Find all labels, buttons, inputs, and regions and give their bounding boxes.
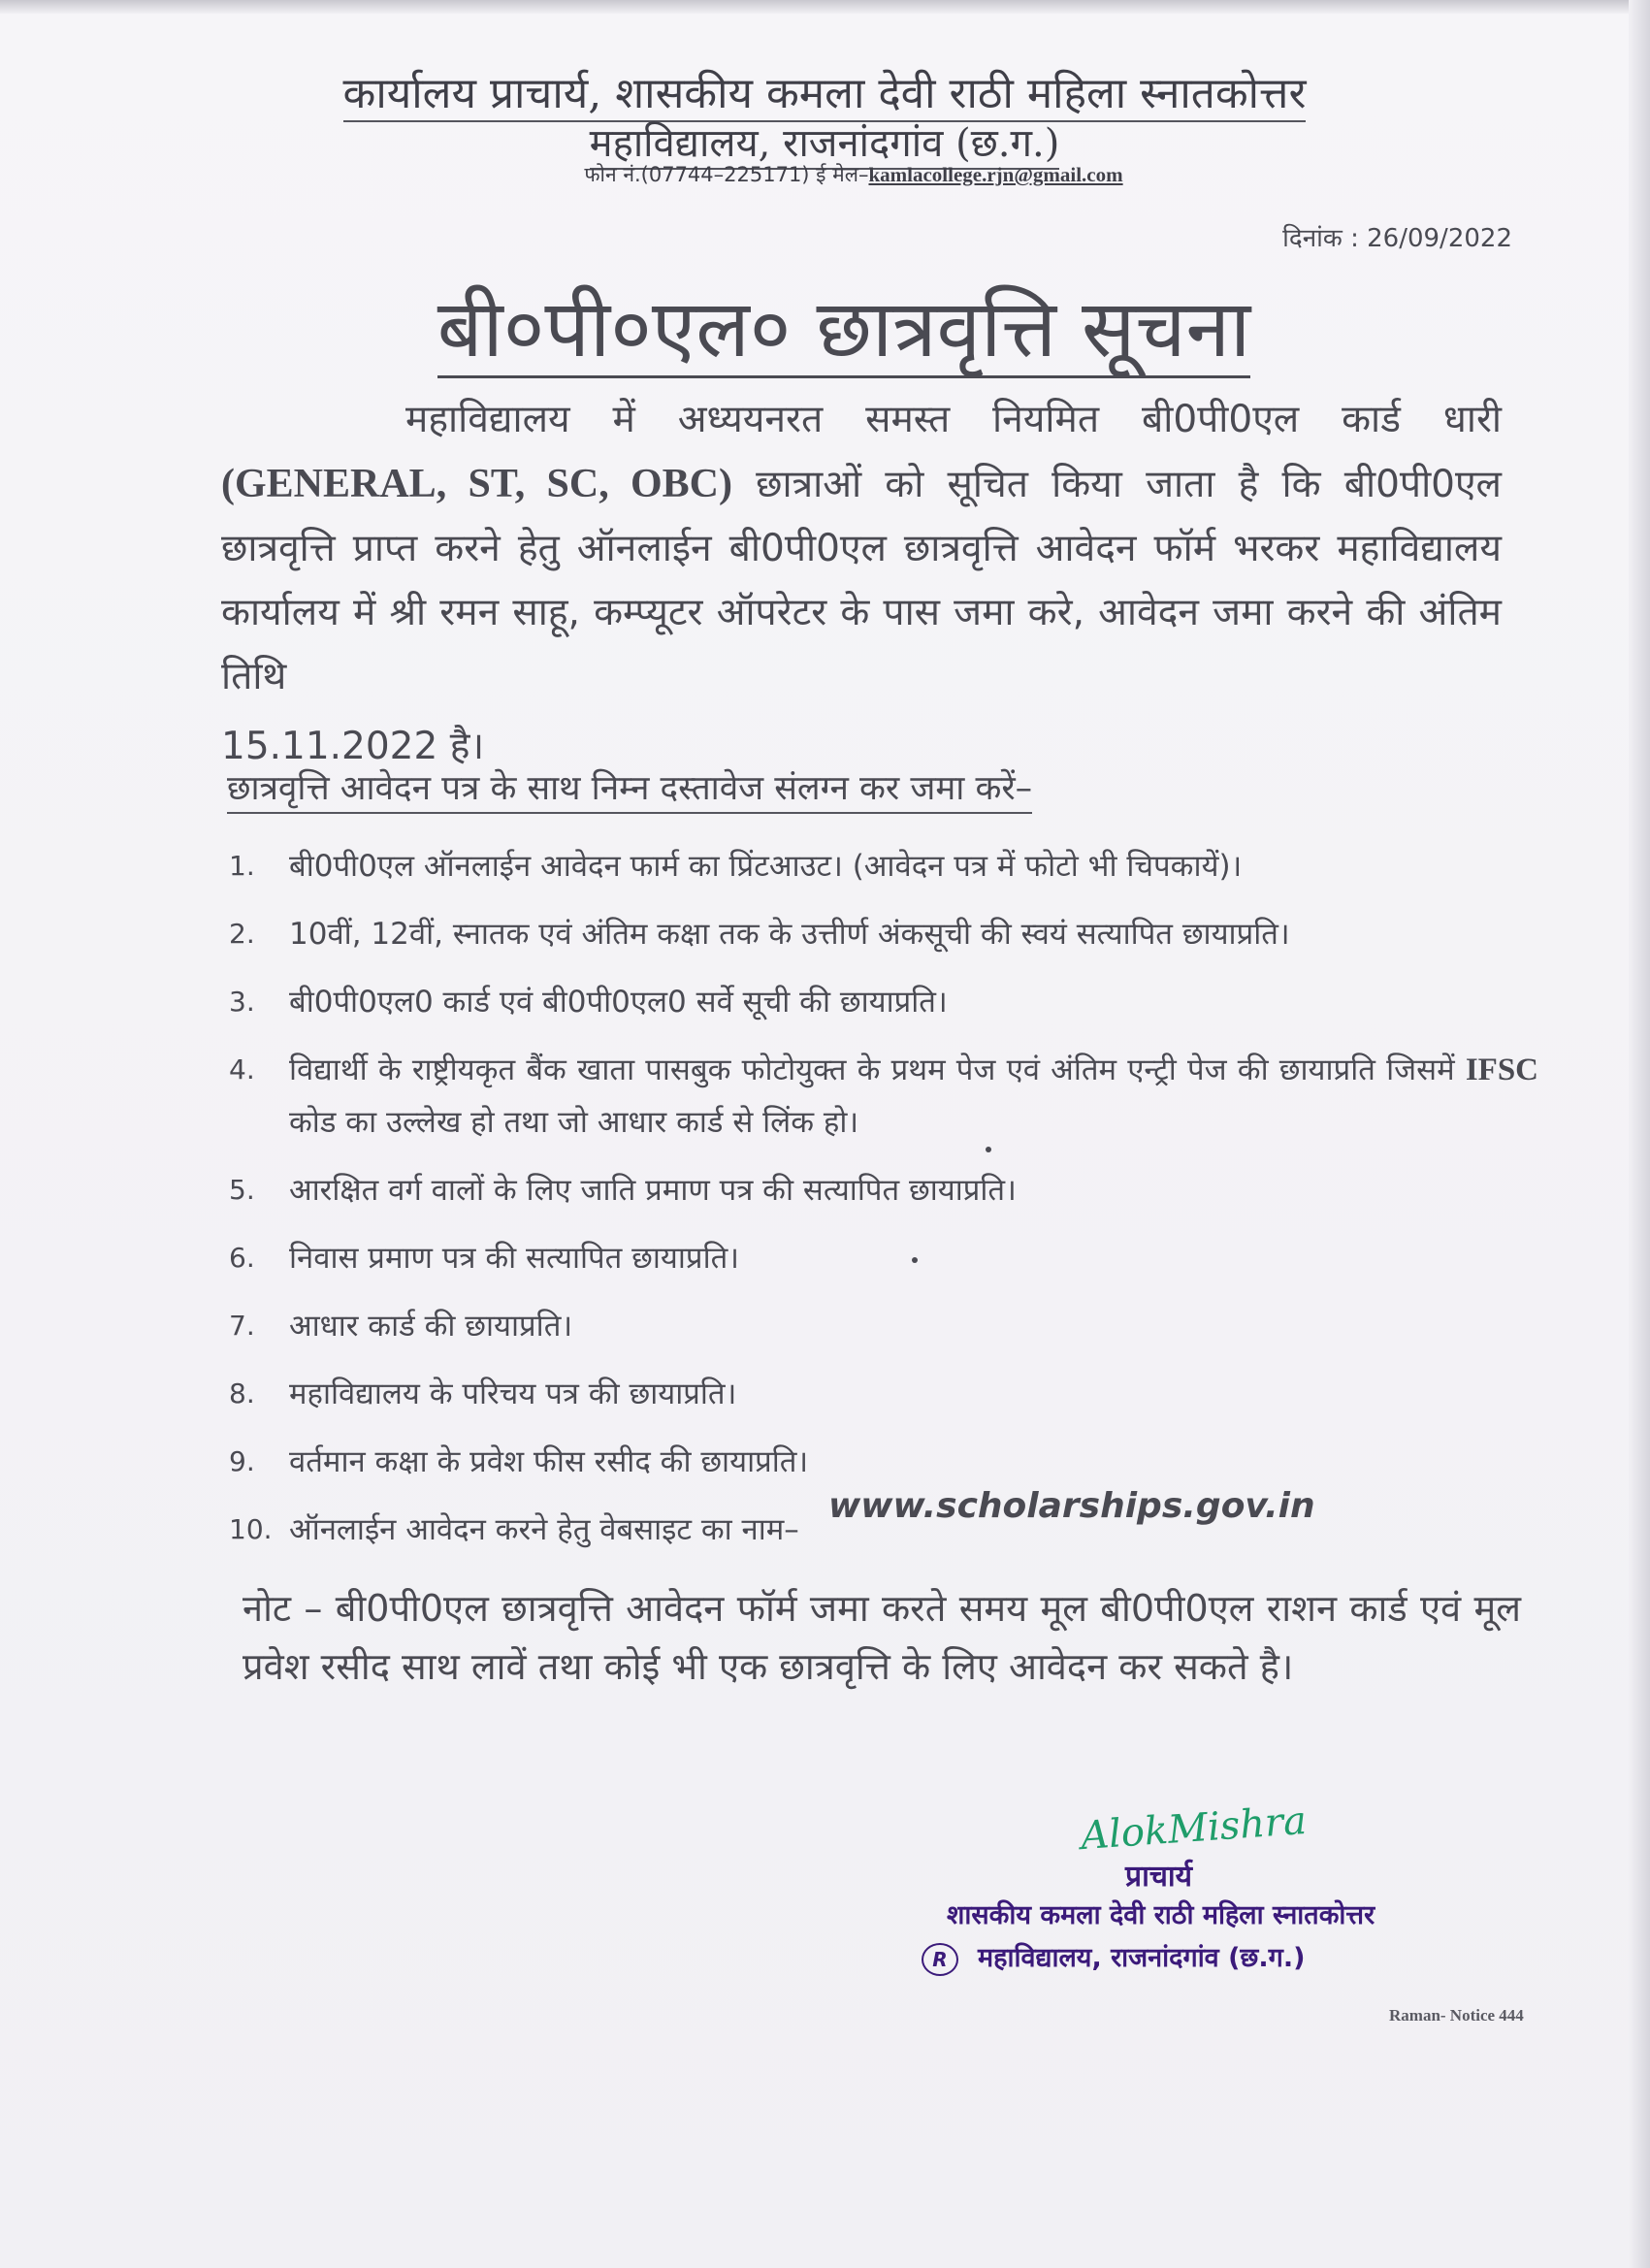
list-item: 10. ऑनलाईन आवेदन करने हेतु वेबसाइट का नाम– — [229, 1512, 799, 1547]
institution-stamp-line1: शासकीय कमला देवी राठी महिला स्नातकोत्तर — [947, 1900, 1375, 1930]
handwritten-signature: AlokMishra — [1079, 1798, 1309, 1860]
deadline-text: 15.11.2022 है। — [221, 725, 485, 768]
phone-text: फोन नं.(07744–225171) ई मेल– — [584, 163, 869, 186]
list-item: 1. बी0पी0एल ऑनलाईन आवेदन फार्म का प्रिंटआउट। (आवेदन पत्र में फोटो भी चिपकायें)। — [229, 849, 1243, 884]
scan-edge-top — [0, 0, 1650, 14]
list-item: 7. आधार कार्ड की छायाप्रति। — [229, 1309, 573, 1344]
list-item: 2. 10वीं, 12वीं, स्नातक एवं अंतिम कक्षा तक के उत्तीर्ण अंकसूची की स्वयं सत्यापित छायाप्रति। — [229, 917, 1290, 952]
institution-stamp-line2: R महाविद्यालय, राजनांदगांव (छ.ग.) — [922, 1938, 1305, 1976]
category-list: (GENERAL, ST, SC, OBC) — [221, 462, 732, 506]
list-item: 8. महाविद्यालय के परिचय पत्र की छायाप्रति। — [229, 1377, 737, 1411]
list-item: 4. विद्यार्थी के राष्ट्रीयकृत बैंक खाता पासबुक फोटोयुक्त के प्रथम पेज एवं अंतिम एन्ट्री पेज की छायाप्रति जिसमें IFSC कोड का उल्लेख हो तथा जो आधार कार्ड से लिंक हो। — [229, 1053, 1538, 1140]
documents-heading: छात्रवृत्ति आवेदन पत्र के साथ निम्न दस्तावेज संलग्न कर जमा करें– — [227, 764, 1032, 814]
list-item: 6. निवास प्रमाण पत्र की सत्यापित छायाप्रति। — [229, 1241, 740, 1276]
r-mark-icon: R — [922, 1943, 958, 1976]
notice-date: दिनांक : 26/09/2022 — [1282, 224, 1512, 253]
list-item: 9. वर्तमान कक्षा के प्रवेश फीस रसीद की छायाप्रति। — [229, 1444, 809, 1479]
speck-mark — [986, 1147, 991, 1152]
list-item: 3. बी0पी0एल0 कार्ड एवं बी0पी0एल0 सर्वे सूची की छायाप्रति। — [229, 985, 948, 1020]
notice-title: बी०पी०एल० छात्रवृत्ति सूचना — [291, 272, 1397, 380]
principal-designation: प्राचार्य — [1125, 1860, 1193, 1894]
documents-list — [229, 840, 1548, 1571]
notice-body: महाविद्यालय में अध्ययनरत समस्त नियमित बी0पी0एल कार्ड धारी (GENERAL, ST, SC, OBC) छात्राओं को सूचित किया जाता है कि बी0पी0एल छात्रवृत्ति प्राप्त करने हेतु ऑनलाईन बी0पी0एल छात्रवृत्ति आवेदन फॉर्म भरकर महाविद्यालय कार्यालय में श्री रमन साहू, कम्प्यूटर ऑपरेटर के पास जमा करे, आवेदन जमा करने की अंतिम तिथि 15.11.2022 है। — [221, 388, 1502, 779]
scan-edge-right — [1629, 0, 1650, 2268]
reference-number: Raman- Notice 444 — [1389, 2006, 1524, 2025]
email-address: kamlacollege.rjn@gmail.com — [868, 163, 1123, 186]
office-header-line1: कार्यालय प्राचार्य, शासकीय कमला देवी राठी महिला स्नातकोत्तर — [175, 62, 1474, 120]
list-item: 5. आरक्षित वर्ग वालों के लिए जाति प्रमाण पत्र की सत्यापित छायाप्रति। — [229, 1173, 1017, 1208]
office-header-line2: महाविद्यालय, राजनांदगांव (छ.ग.) — [175, 114, 1474, 168]
note-paragraph: नोट – बी0पी0एल छात्रवृत्ति आवेदन फॉर्म जमा करते समय मूल बी0पी0एल राशन कार्ड एवं मूल प्रवेश रसीद साथ लावें तथा कोई भी एक छात्रवृत्ति के लिए आवेदन कर सकते है। — [243, 1587, 1521, 1688]
speck-mark — [912, 1257, 918, 1263]
website-link[interactable]: www.scholarships.gov.in — [828, 1486, 1315, 1526]
contact-line — [485, 161, 1222, 188]
